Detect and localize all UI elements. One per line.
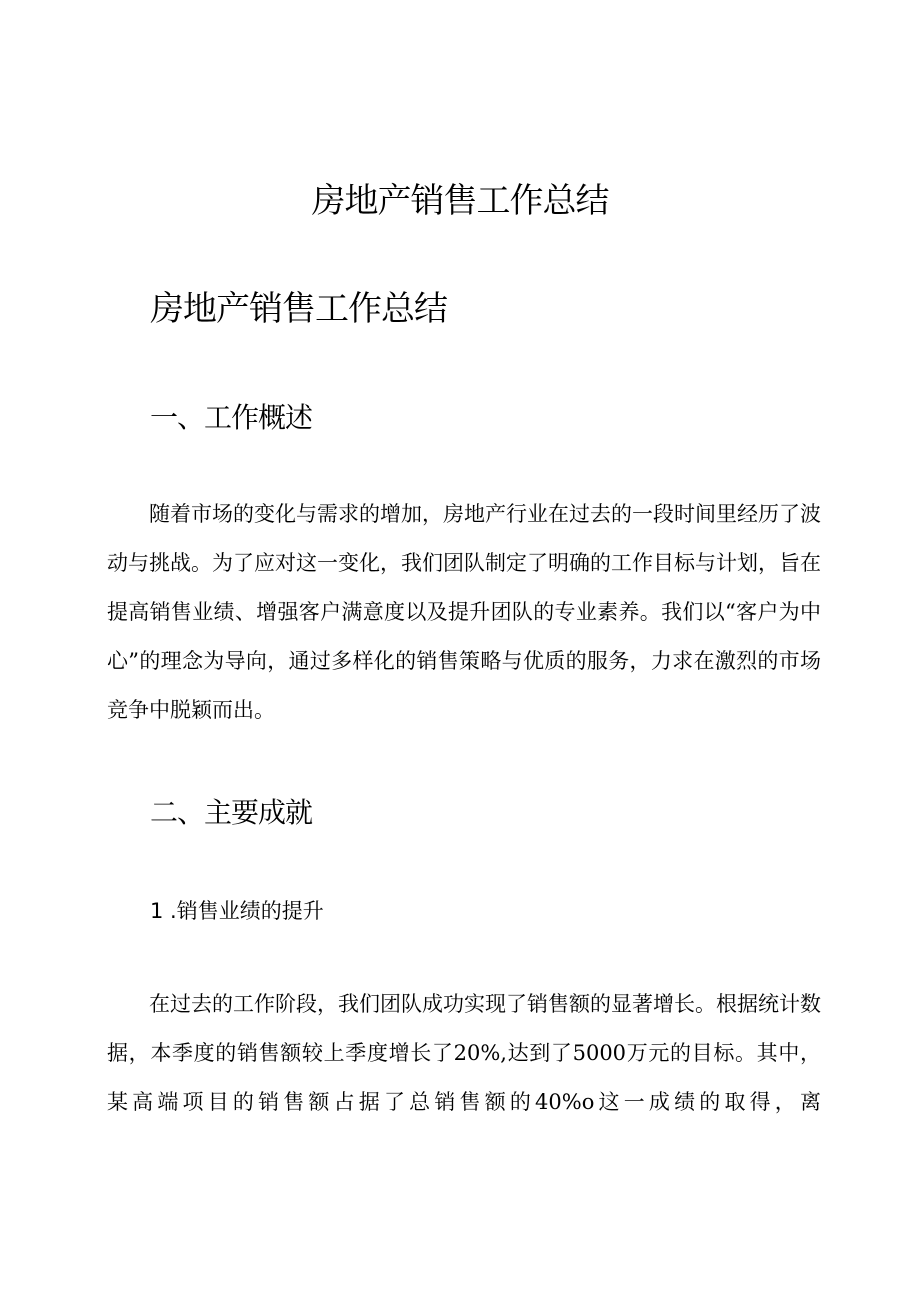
paragraph-overview: 随着市场的变化与需求的增加，房地产行业在过去的一段时间里经历了波动与挑战。为了应对这一变化，我们团队制定了明确的工作目标与计划，旨在提高销售业绩、增强客户满意度以及提升团队的专业素养。我们以“客户为中心”的理念为导向，通过多样化的销售策略与优质的服务，力求在激烈的市场竞争中脱颖而出。 bbox=[107, 502, 821, 722]
section-heading-achievements: 二、主要成就 bbox=[150, 796, 313, 829]
subsection-heading-sales-performance: 1 .销售业绩的提升 bbox=[150, 899, 324, 923]
document-title: 房地产销售工作总结 bbox=[311, 181, 609, 221]
section-heading-overview: 一、工作概述 bbox=[150, 401, 313, 434]
document-subtitle: 房地产销售工作总结 bbox=[150, 289, 447, 329]
paragraph-sales-performance: 在过去的工作阶段，我们团队成功实现了销售额的显著增长。根据统计数据，本季度的销售额较上季度增长了20%,达到了5000万元的目标。其中，某高端项目的销售额占据了总销售额的40%o这一成绩的取得，离 bbox=[107, 992, 821, 1114]
